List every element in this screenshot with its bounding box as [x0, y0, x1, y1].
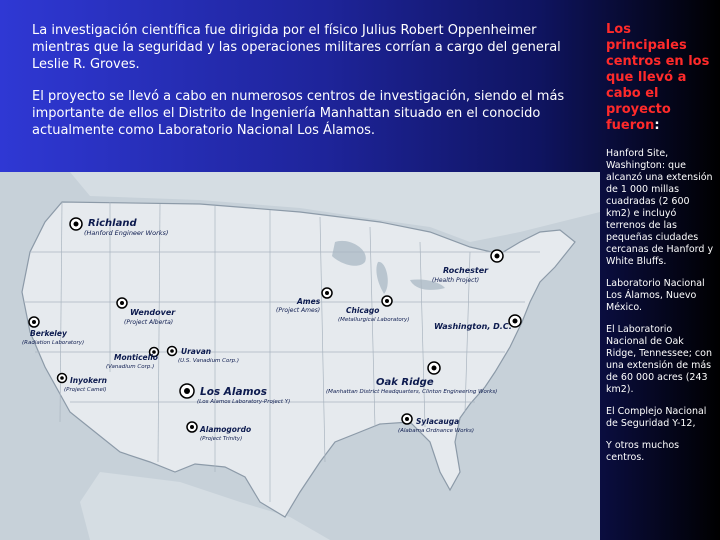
sidebar	[606, 22, 714, 474]
site-sublabel: (Health Project)	[432, 277, 480, 284]
site-label: Inyokern	[70, 376, 108, 385]
site-label: Wendover	[130, 308, 176, 317]
sidebar-title-colon: :	[654, 118, 660, 133]
site-label: Richland	[88, 218, 137, 229]
manhattan-project-map	[0, 172, 600, 540]
site-sublabel: (Manhattan District Headquarters, Clinton Engineering Works)	[326, 389, 498, 395]
sidebar-item-others: Y otros muchos centros.	[606, 440, 680, 463]
site-label: Oak Ridge	[376, 377, 434, 388]
site-label: Monticello	[114, 353, 158, 362]
site-sublabel: (Hanford Engineer Works)	[84, 229, 169, 237]
site-sublabel: (Radiation Laboratory)	[22, 340, 85, 346]
site-sublabel: (Project Alberta)	[124, 319, 174, 326]
site-sublabel: (Project Ames)	[276, 307, 321, 314]
sidebar-title-text: Los principales centros en los que llevó a cabo el proyecto fueron	[606, 22, 710, 133]
site-label: Rochester	[443, 266, 489, 275]
site-sublabel: (Vanadium Corp.)	[106, 364, 155, 370]
site-label: Washington, D.C.	[434, 322, 512, 331]
sidebar-item-oak-ridge: El Laboratorio Nacional de Oak Ridge, Tennessee; con una extensión de más de 60 000 acres (243 km2).	[606, 324, 712, 395]
site-label: Ames	[297, 297, 321, 306]
site-sublabel: (Alabama Ordnance Works)	[398, 428, 474, 434]
site-label: Uravan	[181, 347, 212, 356]
sidebar-item-hanford: Hanford Site, Washington: que alcanzó una extensión de 1 000 millas cuadradas (2 600 km2) e incluyó terrenos de las pequeñas ciudades cercanas de Hanford y White Bluffs.	[606, 148, 714, 267]
site-sublabel: (Los Alamos Laboratory-Project Y)	[197, 399, 291, 405]
site-sublabel: (Project Camel)	[64, 387, 107, 393]
intro-text	[32, 22, 582, 154]
site-sublabel: (Metallurgical Laboratory)	[338, 317, 410, 323]
us-map-svg	[0, 172, 600, 540]
site-label: Sylacauga	[416, 417, 460, 426]
sidebar-item-y12: El Complejo Nacional de Seguridad Y-12,	[606, 406, 707, 429]
intro-paragraph-1: La investigación científica fue dirigida por el físico Julius Robert Oppenheimer mientras que la seguridad y las operaciones militares corrían a cargo del general Leslie R. Groves.	[32, 23, 561, 72]
sidebar-item-los-alamos: Laboratorio Nacional Los Álamos, Nuevo México.	[606, 278, 705, 313]
site-label: Los Alamos	[200, 386, 268, 398]
site-sublabel: (U.S. Vanadium Corp.)	[178, 358, 240, 364]
site-label: Berkeley	[30, 329, 67, 338]
site-sublabel: (Project Trinity)	[200, 436, 243, 442]
site-label: Alamogordo	[200, 425, 252, 434]
site-label: Chicago	[346, 306, 380, 315]
sidebar-title	[606, 22, 714, 134]
intro-paragraph-2: El proyecto se llevó a cabo en numerosos centros de investigación, siendo el más importante de ellos el Distrito de Ingeniería Manhattan situado en el conocido actualmente como Laboratorio Nacional Los Álamos.	[32, 89, 565, 138]
